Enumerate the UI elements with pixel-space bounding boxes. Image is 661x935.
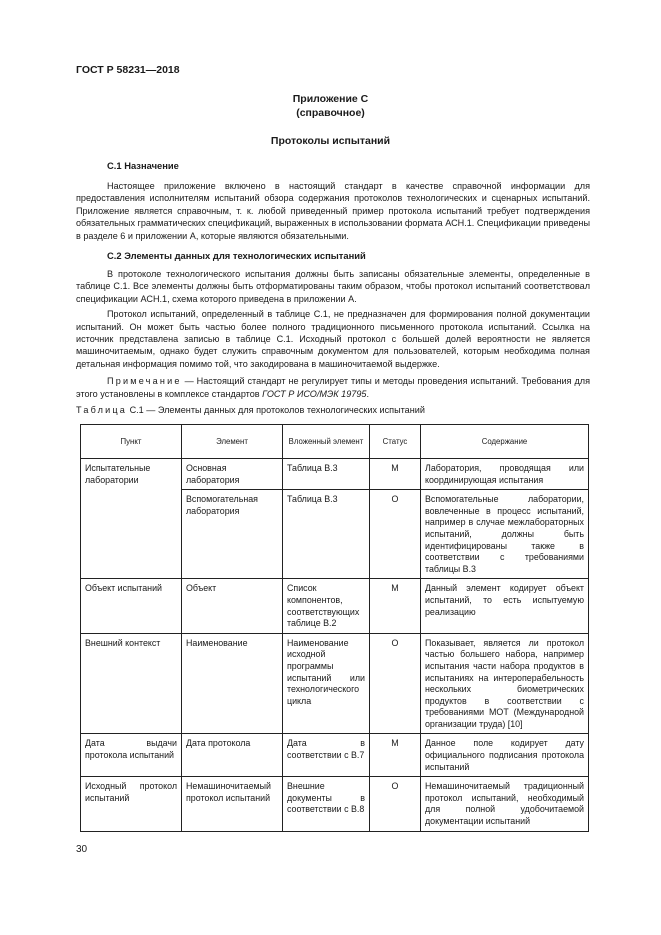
- table-row: [81, 633, 589, 734]
- table-cell-status: О: [370, 490, 421, 579]
- section2-body: [76, 268, 590, 403]
- header-cell: Вложенный элемент: [283, 425, 370, 459]
- table-cell-nested: Наименование исходной программы испытаний или технологического цикла: [283, 633, 370, 734]
- table-cell-element: Объект: [182, 579, 283, 633]
- table-cell-status: М: [370, 459, 421, 490]
- table-cell-element: Дата протокола: [182, 734, 283, 777]
- appendix-title: Приложение С: [292, 93, 369, 105]
- table-caption: [76, 405, 425, 415]
- table-cell-nested: Дата в соответствии с В.7: [283, 734, 370, 777]
- table-cell-content: Вспомогательные лаборатории, вовлеченные в процесс испытаний, например в случае межлабораторных испытаний, должны быть идентифицированы также в соответствии с требованиями таблицы В.3: [421, 490, 589, 579]
- table-cell-element: Основная лаборатория: [182, 459, 283, 490]
- table-cell-content: Данное поле кодирует дату официального подписания протокола испытаний: [421, 734, 589, 777]
- note-reference: ГОСТ Р ИСО/МЭК 19795: [262, 388, 367, 399]
- section2-paragraph-1: В протоколе технологического испытания должны быть записаны обязательные элементы, определенные в таблице С.1. Все элементы должны быть отформатированы таким образом, чтобы протокол испытаний соответствовал спецификации АСН.1, схема которого приведена в приложении А.: [76, 269, 590, 304]
- table-cell-status: О: [370, 633, 421, 734]
- table-caption-label: Таблица: [76, 405, 128, 415]
- note-label: Примечание: [107, 376, 182, 387]
- section2-title: С.2 Элементы данных для технологических испытаний: [107, 250, 366, 261]
- table-cell-status: М: [370, 734, 421, 777]
- table-header-row: [81, 425, 589, 459]
- appendix-heading: Протоколы испытаний: [270, 135, 391, 147]
- section2-paragraph-2: Протокол испытаний, определенный в таблице С.1, не предназначен для формирования полной документации испытаний. Он может быть частью более полного традиционного письменного протокола испытаний. Ссылка на источник представлена записью в таблице С.1. Исходный протокол с большей долей вероятности не является машиночитаемым, однако будет служить справочным документом для пользователей, которым необходима полная детальная информация помимо той, что закодирована в машиночитаемой выдержке.: [76, 309, 590, 369]
- table-cell-item: Испытательные лаборатории: [81, 459, 182, 579]
- table-cell-item: Внешний контекст: [81, 633, 182, 734]
- table-cell-status: М: [370, 579, 421, 633]
- table-cell-content: Показывает, является ли протокол частью большего набора, например испытания части набора продуктов в испытаниях на интероперабельность нескольких биометрических продуктов в соответствии с требованиями МОТ (Международной организации труда) [10]: [421, 633, 589, 734]
- header-cell: Содержание: [421, 425, 589, 459]
- section2-note: [76, 375, 590, 400]
- table-cell-content: Данный элемент кодирует объект испытаний, то есть испытуемую реализацию: [421, 579, 589, 633]
- table-cell-element: Наименование: [182, 633, 283, 734]
- page-number: 30: [76, 844, 88, 855]
- table-cell-status: О: [370, 777, 421, 831]
- document-id: ГОСТ Р 58231—2018: [76, 64, 180, 76]
- data-elements-table: [80, 424, 589, 832]
- note-text: — Настоящий стандарт не регулирует типы и методы проведения испытаний. Требования для этого установлены в комплексе стандартов: [76, 376, 590, 399]
- section1-paragraph: Настоящее приложение включено в настоящий стандарт в качестве справочной информации для предоставления исполнителям испытаний обзора содержания протоколов технологических и сценарных испытаний. Приложение является справочным, т. к. любой приведенный пример протокола испытаний требует подтверждения обязательных грамматических спецификаций, выраженных в использовании формата АСН.1. Спецификации приведены в разделе 6 и приложении А, которые являются обязательными.: [76, 181, 590, 241]
- header-cell: Пункт: [81, 425, 182, 459]
- table-cell-content: Немашиночитаемый традиционный протокол испытаний, необходимый для полной удобочитаемой документации испытаний: [421, 777, 589, 831]
- table-caption-text: С.1 — Элементы данных для протоколов технологических испытаний: [127, 405, 425, 415]
- table-row: [81, 777, 589, 831]
- section1-body: [76, 180, 590, 245]
- table-row: [81, 459, 589, 490]
- header-cell: Элемент: [182, 425, 283, 459]
- table-cell-nested: Список компонентов, соответствующих таблице В.2: [283, 579, 370, 633]
- table-cell-nested: Таблица В.3: [283, 459, 370, 490]
- table-cell-element: Вспомогательная лаборатория: [182, 490, 283, 579]
- appendix-subtitle: (справочное): [296, 107, 365, 119]
- header-cell: Статус: [370, 425, 421, 459]
- table-cell-nested: Таблица В.3: [283, 490, 370, 579]
- table-cell-nested: Внешние документы в соответствии с В.8: [283, 777, 370, 831]
- note-end: .: [366, 388, 369, 399]
- table-cell-item: Дата выдачи протокола испытаний: [81, 734, 182, 777]
- table-row: [81, 734, 589, 777]
- table-cell-element: Немашиночитаемый протокол испытаний: [182, 777, 283, 831]
- table-cell-item: Исходный протокол испытаний: [81, 777, 182, 831]
- table-cell-item: Объект испытаний: [81, 579, 182, 633]
- table-row: [81, 579, 589, 633]
- table-cell-content: Лаборатория, проводящая или координирующая испытания: [421, 459, 589, 490]
- section1-title: С.1 Назначение: [107, 160, 179, 171]
